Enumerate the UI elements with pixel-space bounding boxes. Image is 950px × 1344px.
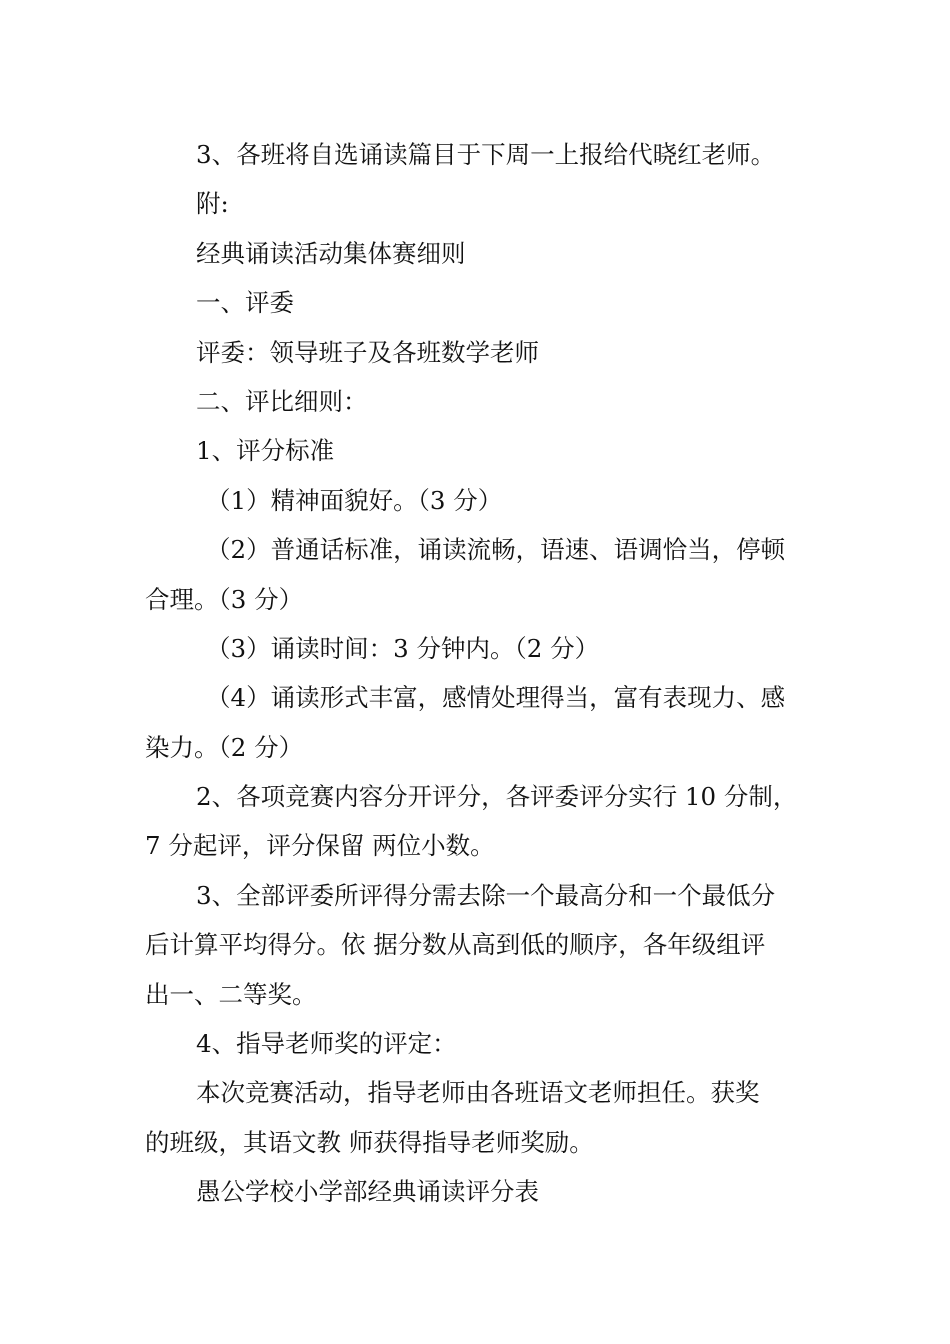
rule-3-continued: 后计算平均得分。依 据分数从高到低的顺序，各年级组评: [145, 930, 766, 960]
rule-3-continued-2: 出一、二等奖。: [145, 979, 317, 1009]
section-heading-judges: 一、评委: [196, 288, 294, 318]
criterion-4-continued: 染力。（2 分）: [145, 732, 304, 762]
paragraph-submission-notice: 3、各班将自选诵读篇目于下周一上报给代晓红老师。: [196, 140, 776, 169]
rule-4-text-continued: 的班级，其语文教 师获得指导老师奖励。: [145, 1127, 594, 1157]
criterion-1: （1）精神面貌好。（3 分）: [206, 485, 503, 515]
rule-4-heading: 4、指导老师奖的评定：: [196, 1029, 457, 1059]
scoring-standard-heading: 1、评分标准: [196, 436, 335, 466]
rule-4-text: 本次竞赛活动，指导老师由各班语文老师担任。获奖: [196, 1078, 760, 1108]
criterion-2-continued: 合理。（3 分）: [145, 584, 304, 614]
judges-text: 评委：领导班子及各班数学老师: [196, 337, 539, 367]
score-table-title: 愚公学校小学部经典诵读评分表: [196, 1177, 539, 1207]
rule-3: 3、全部评委所评得分需去除一个最高分和一个最低分: [196, 880, 776, 910]
appendix-label: 附:: [196, 189, 229, 219]
rule-2-continued: 7 分起评，评分保留 两位小数。: [145, 831, 495, 861]
rules-title: 经典诵读活动集体赛细则: [196, 238, 466, 268]
rule-2: 2、各项竞赛内容分开评分，各评委评分实行 10 分制，: [196, 782, 798, 812]
criterion-4: （4）诵读形式丰富，感情处理得当，富有表现力、感: [206, 683, 786, 713]
section-heading-rules: 二、评比细则：: [196, 386, 368, 416]
document-body: [145, 130, 815, 1217]
criterion-3: （3）诵读时间：3 分钟内。（2 分）: [206, 633, 600, 663]
criterion-2: （2）普通话标准，诵读流畅，语速、语调恰当，停顿: [206, 535, 786, 565]
